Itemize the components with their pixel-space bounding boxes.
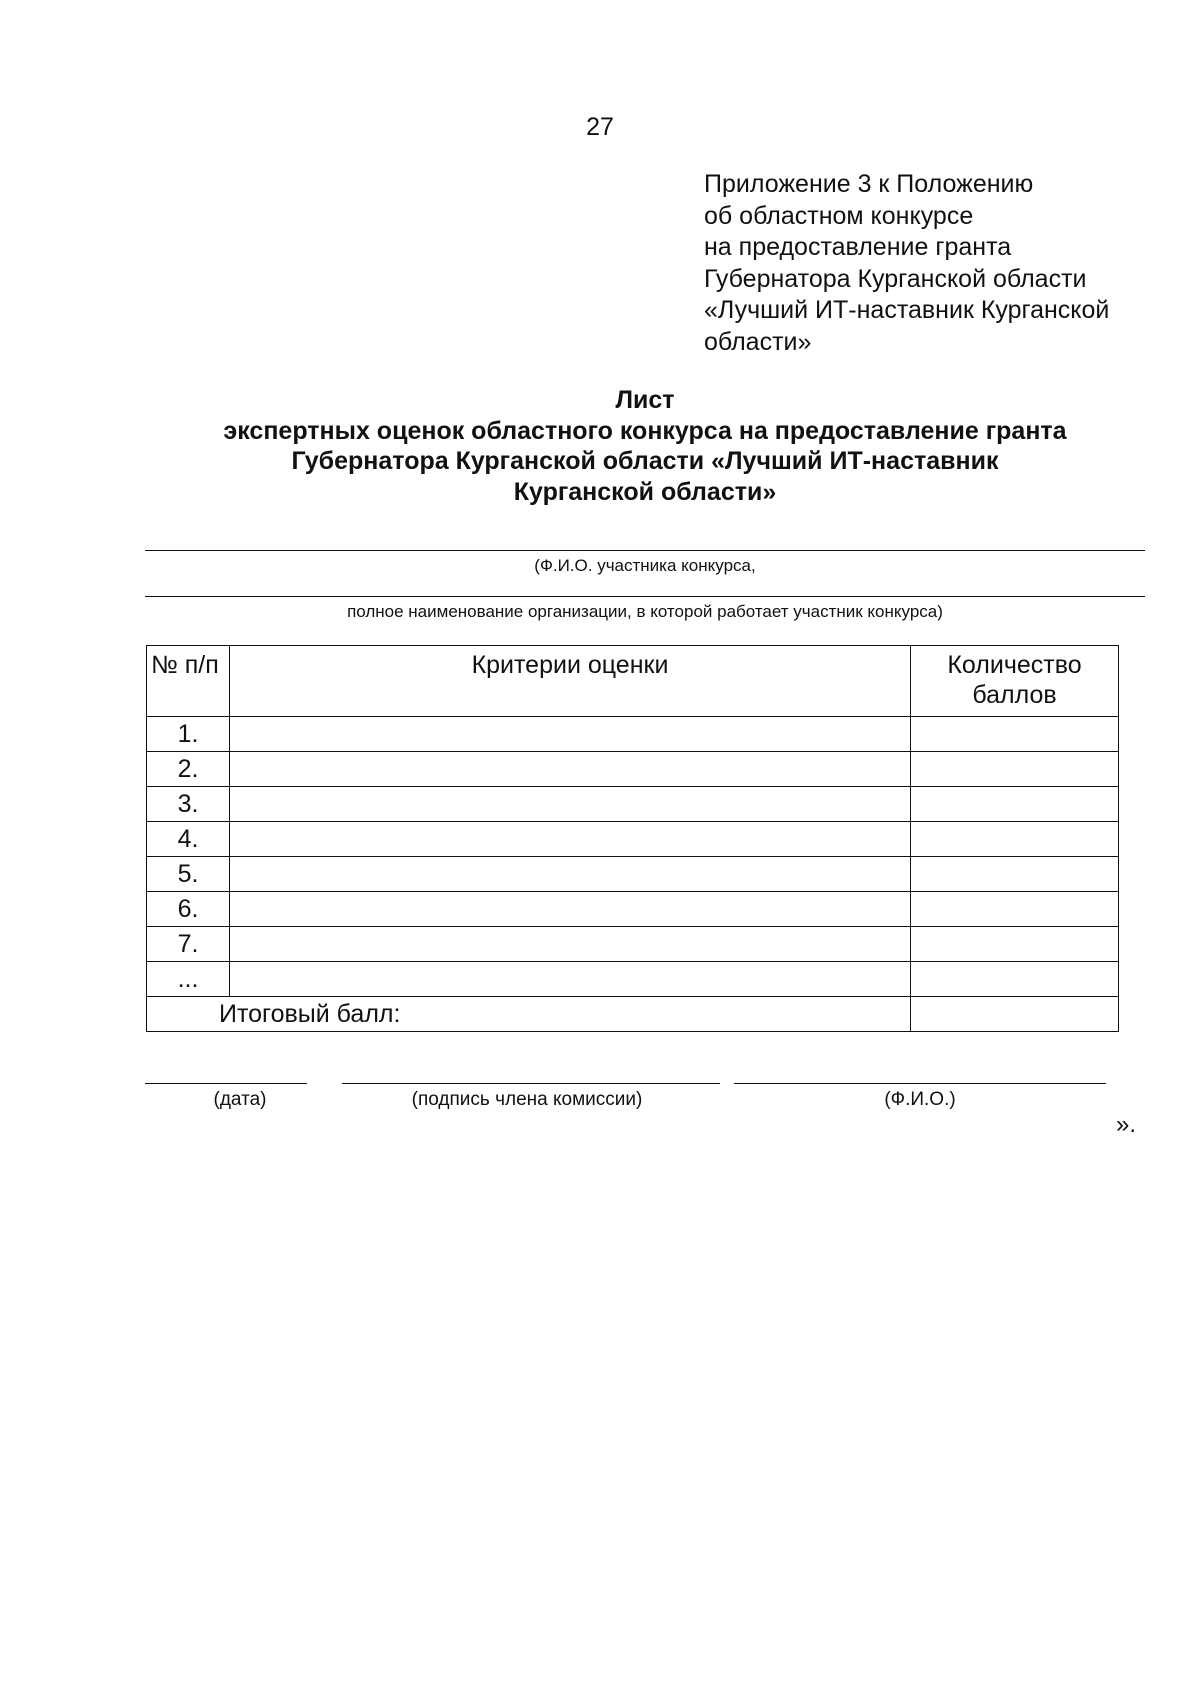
criteria-table: [146, 645, 1119, 1032]
title-line: Курганской области»: [513, 477, 777, 506]
criteria-cell[interactable]: [230, 927, 911, 962]
table-row: [147, 717, 1119, 752]
score-cell[interactable]: [911, 822, 1119, 857]
score-cell[interactable]: [911, 787, 1119, 822]
organization-line[interactable]: [145, 596, 1145, 597]
appendix-line: «Лучший ИТ-наставник Курганской: [704, 296, 1110, 324]
title-line: Губернатора Курганской области «Лучший ИТ-наставник: [291, 447, 999, 475]
criteria-cell[interactable]: [230, 892, 911, 927]
signature-caption: (подпись члена комиссии): [411, 1089, 643, 1110]
criteria-cell[interactable]: [230, 822, 911, 857]
appendix-line: на предоставление гранта: [704, 233, 1012, 261]
row-number: 2.: [147, 752, 230, 787]
table-header-row: [147, 646, 1119, 717]
header-score-line1: Количество: [947, 651, 1082, 679]
title-line: экспертных оценок областного конкурса на предоставление гранта: [223, 416, 1067, 445]
row-number: 3.: [147, 787, 230, 822]
row-number: 7.: [147, 927, 230, 962]
table-row: [147, 857, 1119, 892]
name-caption: (Ф.И.О.): [884, 1089, 956, 1110]
row-number: 4.: [147, 822, 230, 857]
title-line: Лист: [615, 386, 675, 414]
score-cell[interactable]: [911, 857, 1119, 892]
document-title: [100, 385, 1190, 507]
header-score-line2: баллов: [972, 681, 1057, 709]
page-number: 27: [586, 113, 614, 141]
score-cell[interactable]: [911, 962, 1119, 997]
row-number: 5.: [147, 857, 230, 892]
table-row: [147, 787, 1119, 822]
appendix-line: Губернатора Курганской области: [704, 264, 1087, 293]
criteria-cell[interactable]: [230, 962, 911, 997]
appendix-block: [704, 169, 1174, 358]
commission-member-name-line[interactable]: [734, 1083, 1106, 1084]
criteria-cell[interactable]: [230, 787, 911, 822]
appendix-line: области»: [704, 327, 812, 356]
header-score: [911, 646, 1119, 717]
table-row: [147, 927, 1119, 962]
score-cell[interactable]: [911, 752, 1119, 787]
table-row: [147, 892, 1119, 927]
criteria-cell[interactable]: [230, 752, 911, 787]
closing-quote-mark: ».: [1116, 1111, 1137, 1138]
signature-line[interactable]: [342, 1083, 720, 1084]
appendix-line: Приложение 3 к Положению: [704, 170, 1034, 198]
total-score-cell[interactable]: [911, 997, 1119, 1032]
organization-caption: полное наименование организации, в которой работает участник конкурса): [347, 602, 943, 621]
total-row: [147, 997, 1119, 1032]
row-number: ...: [147, 962, 230, 997]
participant-caption: (Ф.И.О. участника конкурса,: [534, 556, 756, 575]
criteria-cell[interactable]: [230, 717, 911, 752]
score-cell[interactable]: [911, 927, 1119, 962]
appendix-line: об областном конкурсе: [704, 201, 974, 230]
row-number: 6.: [147, 892, 230, 927]
date-line[interactable]: [145, 1083, 307, 1084]
score-cell[interactable]: [911, 717, 1119, 752]
score-cell[interactable]: [911, 892, 1119, 927]
header-criteria: Критерии оценки: [230, 646, 911, 717]
participant-name-line[interactable]: [145, 550, 1145, 551]
header-number: № п/п: [147, 646, 230, 717]
criteria-cell[interactable]: [230, 857, 911, 892]
table-row: [147, 822, 1119, 857]
table-row: [147, 962, 1119, 997]
table-row: [147, 752, 1119, 787]
total-label: Итоговый балл:: [147, 997, 911, 1032]
date-caption: (дата): [213, 1089, 267, 1110]
row-number: 1.: [147, 717, 230, 752]
